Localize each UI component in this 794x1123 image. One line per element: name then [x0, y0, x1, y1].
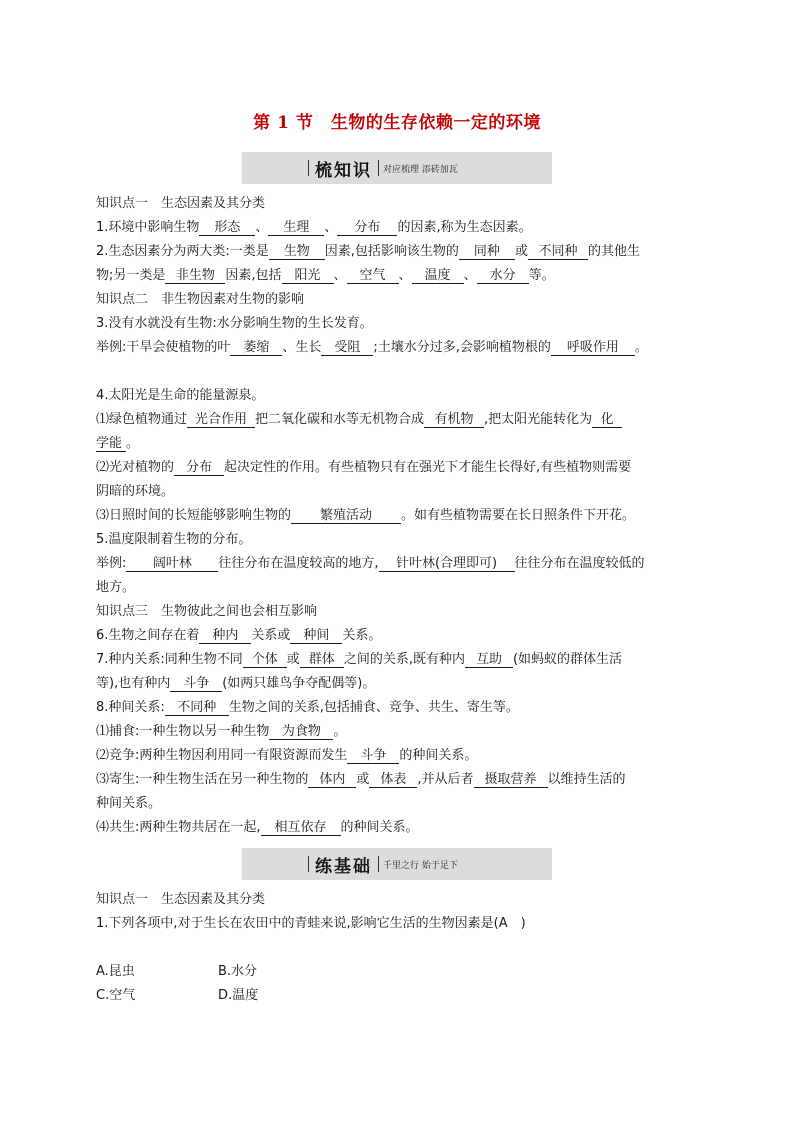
item-4-1-cont: 学能 。 — [96, 436, 140, 451]
knowledge-point-2-heading: 知识点二 非生物因素对生物的影响 — [96, 292, 305, 307]
practice-heading: 知识点一 生态因素及其分类 — [96, 892, 266, 907]
item-2-cont: 物;另一类是 非生物 因素,包括 阳光 、 空气 、 温度 、 水分 等。 — [96, 268, 555, 283]
item-6: 6.生物之间存在着 种内 关系或 种间 关系。 — [96, 628, 382, 643]
banner-subtitle: 对应梳理 添砖加瓦 — [383, 164, 458, 175]
option-a: A.昆虫 — [96, 964, 135, 979]
knowledge-point-1-heading: 知识点一 生态因素及其分类 — [96, 196, 266, 211]
practice-question-1: 1.下列各项中,对于生长在农田中的青蛙来说,影响它生活的生物因素是(A ) — [96, 916, 526, 931]
item-3: 3.没有水就没有生物:水分影响生物的生长发育。 — [96, 316, 373, 331]
item-8-3-cont: 种间关系。 — [96, 796, 162, 811]
item-4-3: ⑶日照时间的长短能够影响生物的 繁殖活动 。如有些植物需要在长日照条件下开花。 — [96, 508, 636, 523]
item-7: 7.种内关系:同种生物不同 个体 或 群体 之间的关系,既有种内 互助 (如蚂蚁的群体生活 — [96, 652, 623, 667]
item-4-2: ⑵光对植物的 分布 起决定性的作用。有些植物只有在强光下才能生长得好,有些植物则需要 — [96, 460, 632, 475]
option-b: B.水分 — [218, 964, 258, 979]
item-1: 1.环境中影响生物 形态 、 生理 、 分布 的因素,称为生态因素。 — [96, 220, 532, 235]
section-banner-practice — [242, 848, 552, 880]
item-5: 5.温度限制着生物的分布。 — [96, 532, 252, 547]
item-5-example: 举例: 阔叶林 往往分布在温度较高的地方, 针叶林(合理即可) 往往分布在温度较低的 — [96, 556, 645, 571]
item-8-4: ⑷共生:两种生物共居在一起, 相互依存 的种间关系。 — [96, 820, 419, 835]
banner-title: 梳知识 — [315, 160, 372, 181]
item-5-example-cont: 地方。 — [96, 580, 136, 595]
banner-subtitle: 千里之行 始于足下 — [383, 860, 458, 871]
item-3-example: 举例:干旱会使植物的叶 萎缩 、生长 受阻 ;土壤水分过多,会影响植物根的 呼吸作用 。 — [96, 340, 648, 355]
page-title: 第 1 节 生物的生存依赖一定的环境 — [253, 113, 541, 133]
item-4-1: ⑴绿色植物通过 光合作用 把二氧化碳和水等无机物合成 有机物 ,把太阳光能转化为 化 — [96, 411, 622, 429]
item-8-3: ⑶寄生:一种生物生活在另一种生物的 体内 或 体表 ,并从后者 摄取营养 以维持生活的 — [96, 772, 626, 787]
option-c: C.空气 — [96, 988, 136, 1003]
item-4: 4.太阳光是生命的能量源泉。 — [96, 388, 265, 403]
banner-title: 练基础 — [315, 856, 372, 877]
item-8-1: ⑴捕食:一种生物以另一种生物 为食物 。 — [96, 724, 347, 739]
item-2: 2.生态因素分为两大类:一类是 生物 因素,包括影响该生物的 同种 或 不同种 的其他生 — [96, 244, 640, 259]
option-d: D.温度 — [218, 988, 259, 1003]
item-8: 8.种间关系: 不同种 生物之间的关系,包括捕食、竞争、共生、寄生等。 — [96, 700, 519, 715]
item-8-2: ⑵竞争:两种生物因利用同一有限资源而发生 斗争 的种间关系。 — [96, 748, 478, 763]
section-banner-knowledge — [242, 152, 552, 184]
knowledge-point-3-heading: 知识点三 生物彼此之间也会相互影响 — [96, 604, 318, 619]
item-4-2-cont: 阴暗的环境。 — [96, 484, 175, 499]
item-7-cont: 等),也有种内 斗争 (如两只雄鸟争夺配偶等)。 — [96, 676, 376, 691]
